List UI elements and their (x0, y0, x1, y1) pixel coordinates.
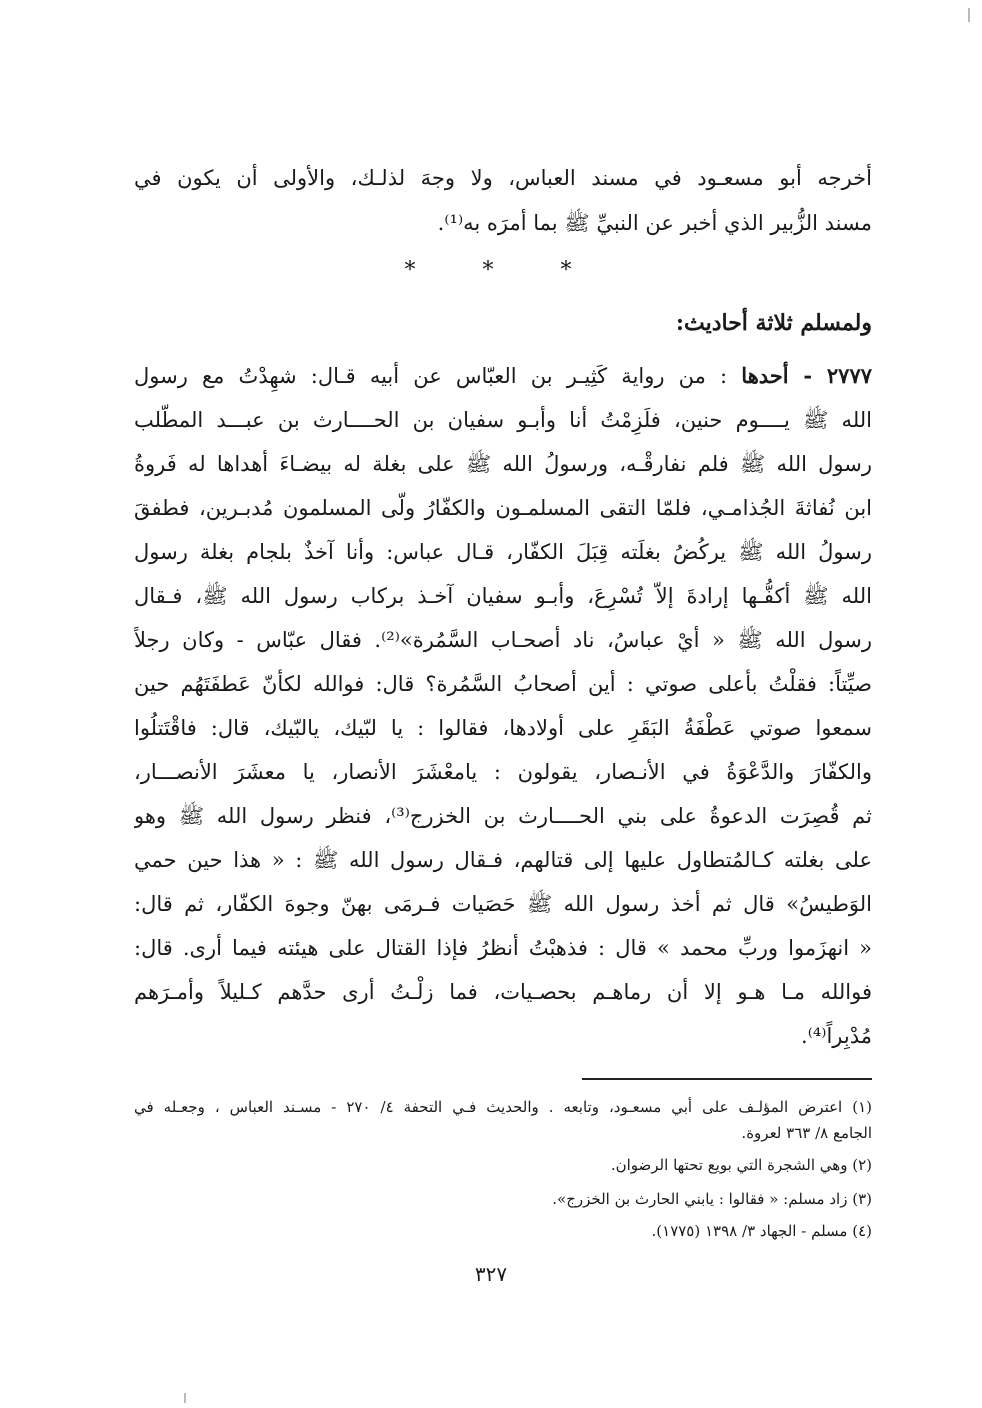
intro-line: أخرجه أبو مسعـود في مسند العباس، ولا وجهَ لذلـك، والأولى أن يكون في (134, 166, 872, 190)
hadith-line: والكفّارَ والدَّعْوَةُ في الأنـصار، يقولون : يامعْشَرَ الأنصار، يا معشَرَ الأنصـــار، (134, 760, 872, 784)
hadith-line: ثم قُصِرَت الدعوةُ على بني الحــــارث بن الخزرج⁽³⁾، فنظر رسول الله ﷺ وهو (134, 804, 872, 828)
hadith-line: سمعوا صوتي عَطْفَةُ البَقَرِ على أولادها، فقالوا : يا لبّيك، يالبّيك، قال: فاقْتَتلُوا (134, 716, 872, 740)
hadith-line: الوَطيسُ» قال ثم أخذ رسول الله ﷺ حَصَيات فـرمَى بهنّ وجوهَ الكفّار، ثم قال: (134, 892, 872, 916)
hadith-number-label: ٢٧٧٧ - أحدها (741, 363, 872, 388)
hadith-line: على بغلته كـالمُتطاول عليها إلى قتالهم، فـقال رسول الله ﷺ : « هذا حين حمي (134, 848, 872, 872)
hadith-line: « انهزَموا وربِّ محمد » قال : فذهبْتُ أنظرُ فإذا القتال على هيئته فيما أرى. قال: (134, 936, 872, 960)
footnote-2: (٢) وهي الشجرة التي بويع تحتها الرضوان. (610, 1156, 872, 1174)
hadith-line: رسول الله ﷺ « أيْ عباسُ، ناد أصحـاب السَّمُرة»⁽²⁾. فقال عبّاس - وكان رجلاً (134, 628, 872, 652)
footnote-3: (٣) زاد مسلم: « فقالوا : يابني الحارث بن الخزرج». (552, 1190, 872, 1208)
page-number: ٣٢٧ (474, 1262, 508, 1286)
scan-mark (184, 1393, 186, 1403)
footnote-divider (582, 1078, 872, 1080)
hadith-line: رسول الله ﷺ فلم نفارقْـه، ورسولُ الله ﷺ على بغلة له بيضـاءَ أهداها له فَروةُ (134, 452, 872, 476)
footnote-4: (٤) مسلم - الجهاد ٣/ ١٣٩٨ (١٧٧٥). (651, 1222, 872, 1240)
section-heading: ولمسلم ثلاثة أحاديث: (675, 310, 872, 336)
hadith-line: رسولُ الله ﷺ يركُضُ بغلَته قِبَلَ الكفّار، قـال عباس: وأنا آخذٌ بلجام بغلة رسول (134, 540, 872, 564)
footnote-1-line-2: الجامع ٨/ ٣٦٣ لعروة. (741, 1124, 872, 1142)
hadith-line (134, 358, 872, 394)
intro-line: مسند الزُّبير الذي أخبر عن النبيِّ ﷺ بما أمرَه به⁽¹⁾. (437, 211, 872, 235)
section-separator: * * * (404, 258, 602, 283)
hadith-line: ابن نُفاثةَ الجُذامـي، فلمّا التقى المسلمـون والكفّارُ ولّى المسلمون مُدبـرين، فطفقَ (134, 496, 872, 520)
hadith-line: صيِّتاً: فقلْتُ بأعلى صوتي : أين أصحابُ السَّمُرة؟ قال: فوالله لكأنّ عَطفَتَهُم حين (134, 672, 872, 696)
hadith-first-line-text: : من رواية كَثِيـر بن العبّاس عن أبيه قـال: شهِدْتُ مع رسول (134, 364, 728, 388)
footnote-1-line-1: (١) اعترض المؤلـف على أبي مسعـود، وتابعه . والحديث فـي التحفة ٤/ ٢٧٠ - مسـند العباس ، وجعـله في (134, 1098, 872, 1116)
scan-mark (968, 8, 970, 22)
hadith-line: مُدْبِراً⁽⁴⁾. (801, 1024, 872, 1048)
hadith-line: الله ﷺ يــــوم حنين، فلَزِمْتُ أنا وأبـو سفيان بن الحــــارث بن عبـــد المطّلب (134, 408, 872, 432)
hadith-line: الله ﷺ أكفُّـها إرادةَ إلاّ تُسْرِعَ، وأبـو سفيان آخـذ بركاب رسول الله ﷺ، فـقال (134, 584, 872, 608)
hadith-line: فوالله مـا هـو إلا أن رماهـم بحصـيات، فما زلْـتُ أرى حدَّهم كـليلاً وأمـرَهم (134, 980, 872, 1004)
